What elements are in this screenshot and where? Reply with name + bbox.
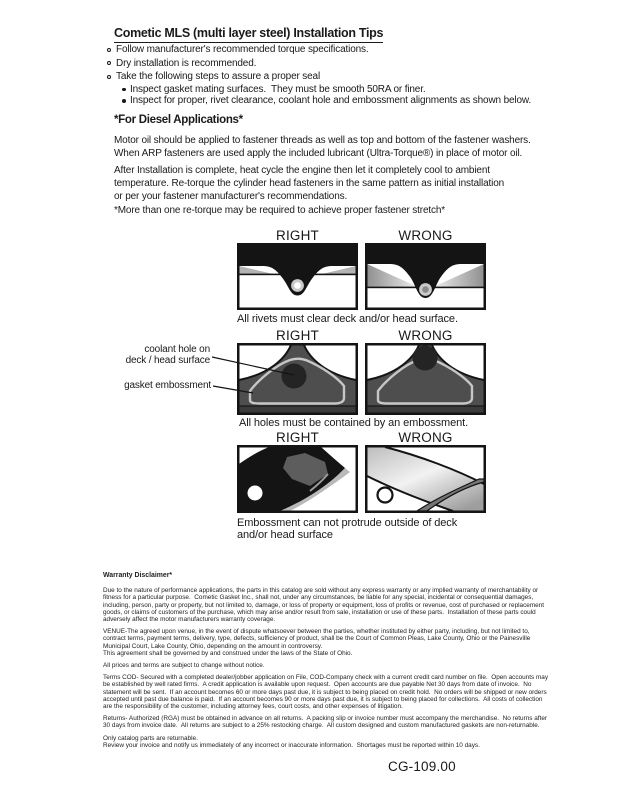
tip-sub-item [122,95,531,107]
embossment-wrong-diagram [365,343,486,415]
tip-text: Follow manufacturer's recommended torque specifications. [116,44,369,55]
warranty-disclaimer [103,572,563,749]
disclaimer-paragraph: Only catalog parts are returnable. Review your invoice and notify us immediately of any incorrect or inaccurate information. Shortages must be reported within 10 days. [103,734,480,749]
embossment-diagram-pair [237,329,486,415]
disclaimer-paragraph: Terms COD- Secured with a completed dealer/jobber application on File, COD-Company check with a current credit card number on file. Open accounts may be established by well rated firms. A credit application is available upon request. Open accounts are due payable Net 30 days from date of invoice. No statement will be sent. If an account becomes 60 or more days past due, it is subject to being placed on credit hold. No orders will be shipped or new orders accepted until past due balance is paid. If an account becomes 90 or more days past due, it is subject to being placed for collections. All costs of collection are the responsibility of the customer, including attorney fees, court costs, and other expenses of litigation. [103,674,549,711]
disclaimer-heading: Warranty Disclaimer* [103,572,173,579]
wrong-label: WRONG [398,430,453,445]
gasket-embossment-label: gasket embossment [124,380,211,391]
disclaimer-paragraph: All prices and terms are subject to change without notice. [103,662,265,670]
diesel-paragraph-1: Motor oil should be applied to fastener threads as well as top and bottom of the fastener washers. When ARP fasteners are used apply the included lubricant (Ultra-Torque®) in place of motor oil. [114,135,531,159]
protrude-diagram-pair [237,431,486,513]
embossment-right-diagram [237,343,358,415]
filled-bullet-marker [122,99,126,103]
tip-item [107,70,531,84]
retorque-note: *More than one re-torque may be required to achieve proper fastener stretch* [114,205,446,216]
diesel-paragraph-2: After Installation is complete, heat cycle the engine then let it completely cool to ambient temperature. Re-torque the cylinder head fasteners in the same pattern as initial installation or per your fastener manufacturer's recommendations. [114,165,505,202]
disclaimer-paragraph: VENUE-The agreed upon venue, in the event of dispute whatsoever between the parties, whether instituted by either party, including, but not limited to, contract terms, payment terms, delivery, type, defects, sufficiency of product, shall be the Court of Common Pleas, Lake County, Ohio or the Painesville Municipal Court, Lake County, Ohio, depending on the amount in controversy. This agreement shall be governed by and construed under the laws of the State of Ohio. [103,628,531,657]
diesel-section-heading: *For Diesel Applications* [114,114,243,126]
right-label: RIGHT [276,228,319,243]
tip-item [107,43,531,57]
tip-text: Inspect gasket mating surfaces. They must be smooth 50RA or finer. [130,83,426,95]
tip-sub-item [122,84,531,96]
right-label: RIGHT [276,328,319,343]
tip-text: Take the following steps to assure a proper seal [116,71,321,82]
right-label: RIGHT [276,430,319,445]
rivet-caption: All rivets must clear deck and/or head surface. [237,313,458,325]
catalog-page-code: CG-109.00 [388,759,456,774]
embossment-caption: All holes must be contained by an embossment. [239,417,469,429]
tips-list [107,43,531,107]
tip-text: Dry installation is recommended. [116,57,257,69]
open-bullet-marker [107,75,111,79]
tip-text: Inspect for proper, rivet clearance, coolant hole and embossment alignments as shown below. [130,95,532,106]
wrong-label: WRONG [398,328,453,343]
protrude-right-diagram [237,445,358,513]
open-bullet-marker [107,48,111,52]
coolant-hole-label: coolant hole on deck / head surface [125,344,210,366]
page-title: Cometic MLS (multi layer steel) Installation Tips [114,26,383,43]
wrong-label: WRONG [398,228,453,243]
tip-item [107,57,531,71]
rivet-diagram-pair [237,229,486,310]
protrude-wrong-diagram [365,445,486,513]
disclaimer-paragraph: Due to the nature of performance applications, the parts in this catalog are sold without any express warranty or any implied warranty of merchantability or fitness for a particular purpose. Cometic Gasket Inc., shall not, under any circumstances, be liable for any special, incidental or consequential damages, including, person, party or property, but not limited to, damage, or loss of property or equipment, loss of profits or revenue, cost of purchased or replacement goods, or claims of customers of the purchase, which may arise and/or result from sale, installation or use of these parts. Installation of these parts could adversely affect the motor manufacturers warranty coverage. [103,587,545,624]
open-bullet-marker [107,61,111,65]
rivet-right-diagram [237,243,358,310]
protrude-caption: Embossment can not protrude outside of deck and/or head surface [237,517,458,541]
filled-bullet-marker [122,88,126,92]
rivet-wrong-diagram [365,243,486,310]
disclaimer-paragraph: Returns- Authorized (RGA) must be obtained in advance on all returns. A packing slip or invoice number must accompany the merchandise. No returns after 30 days from invoice date. All returns are subject to a 25% restocking charge. All custom designed and custom manufactured gaskets are non-returnable. [103,715,548,730]
